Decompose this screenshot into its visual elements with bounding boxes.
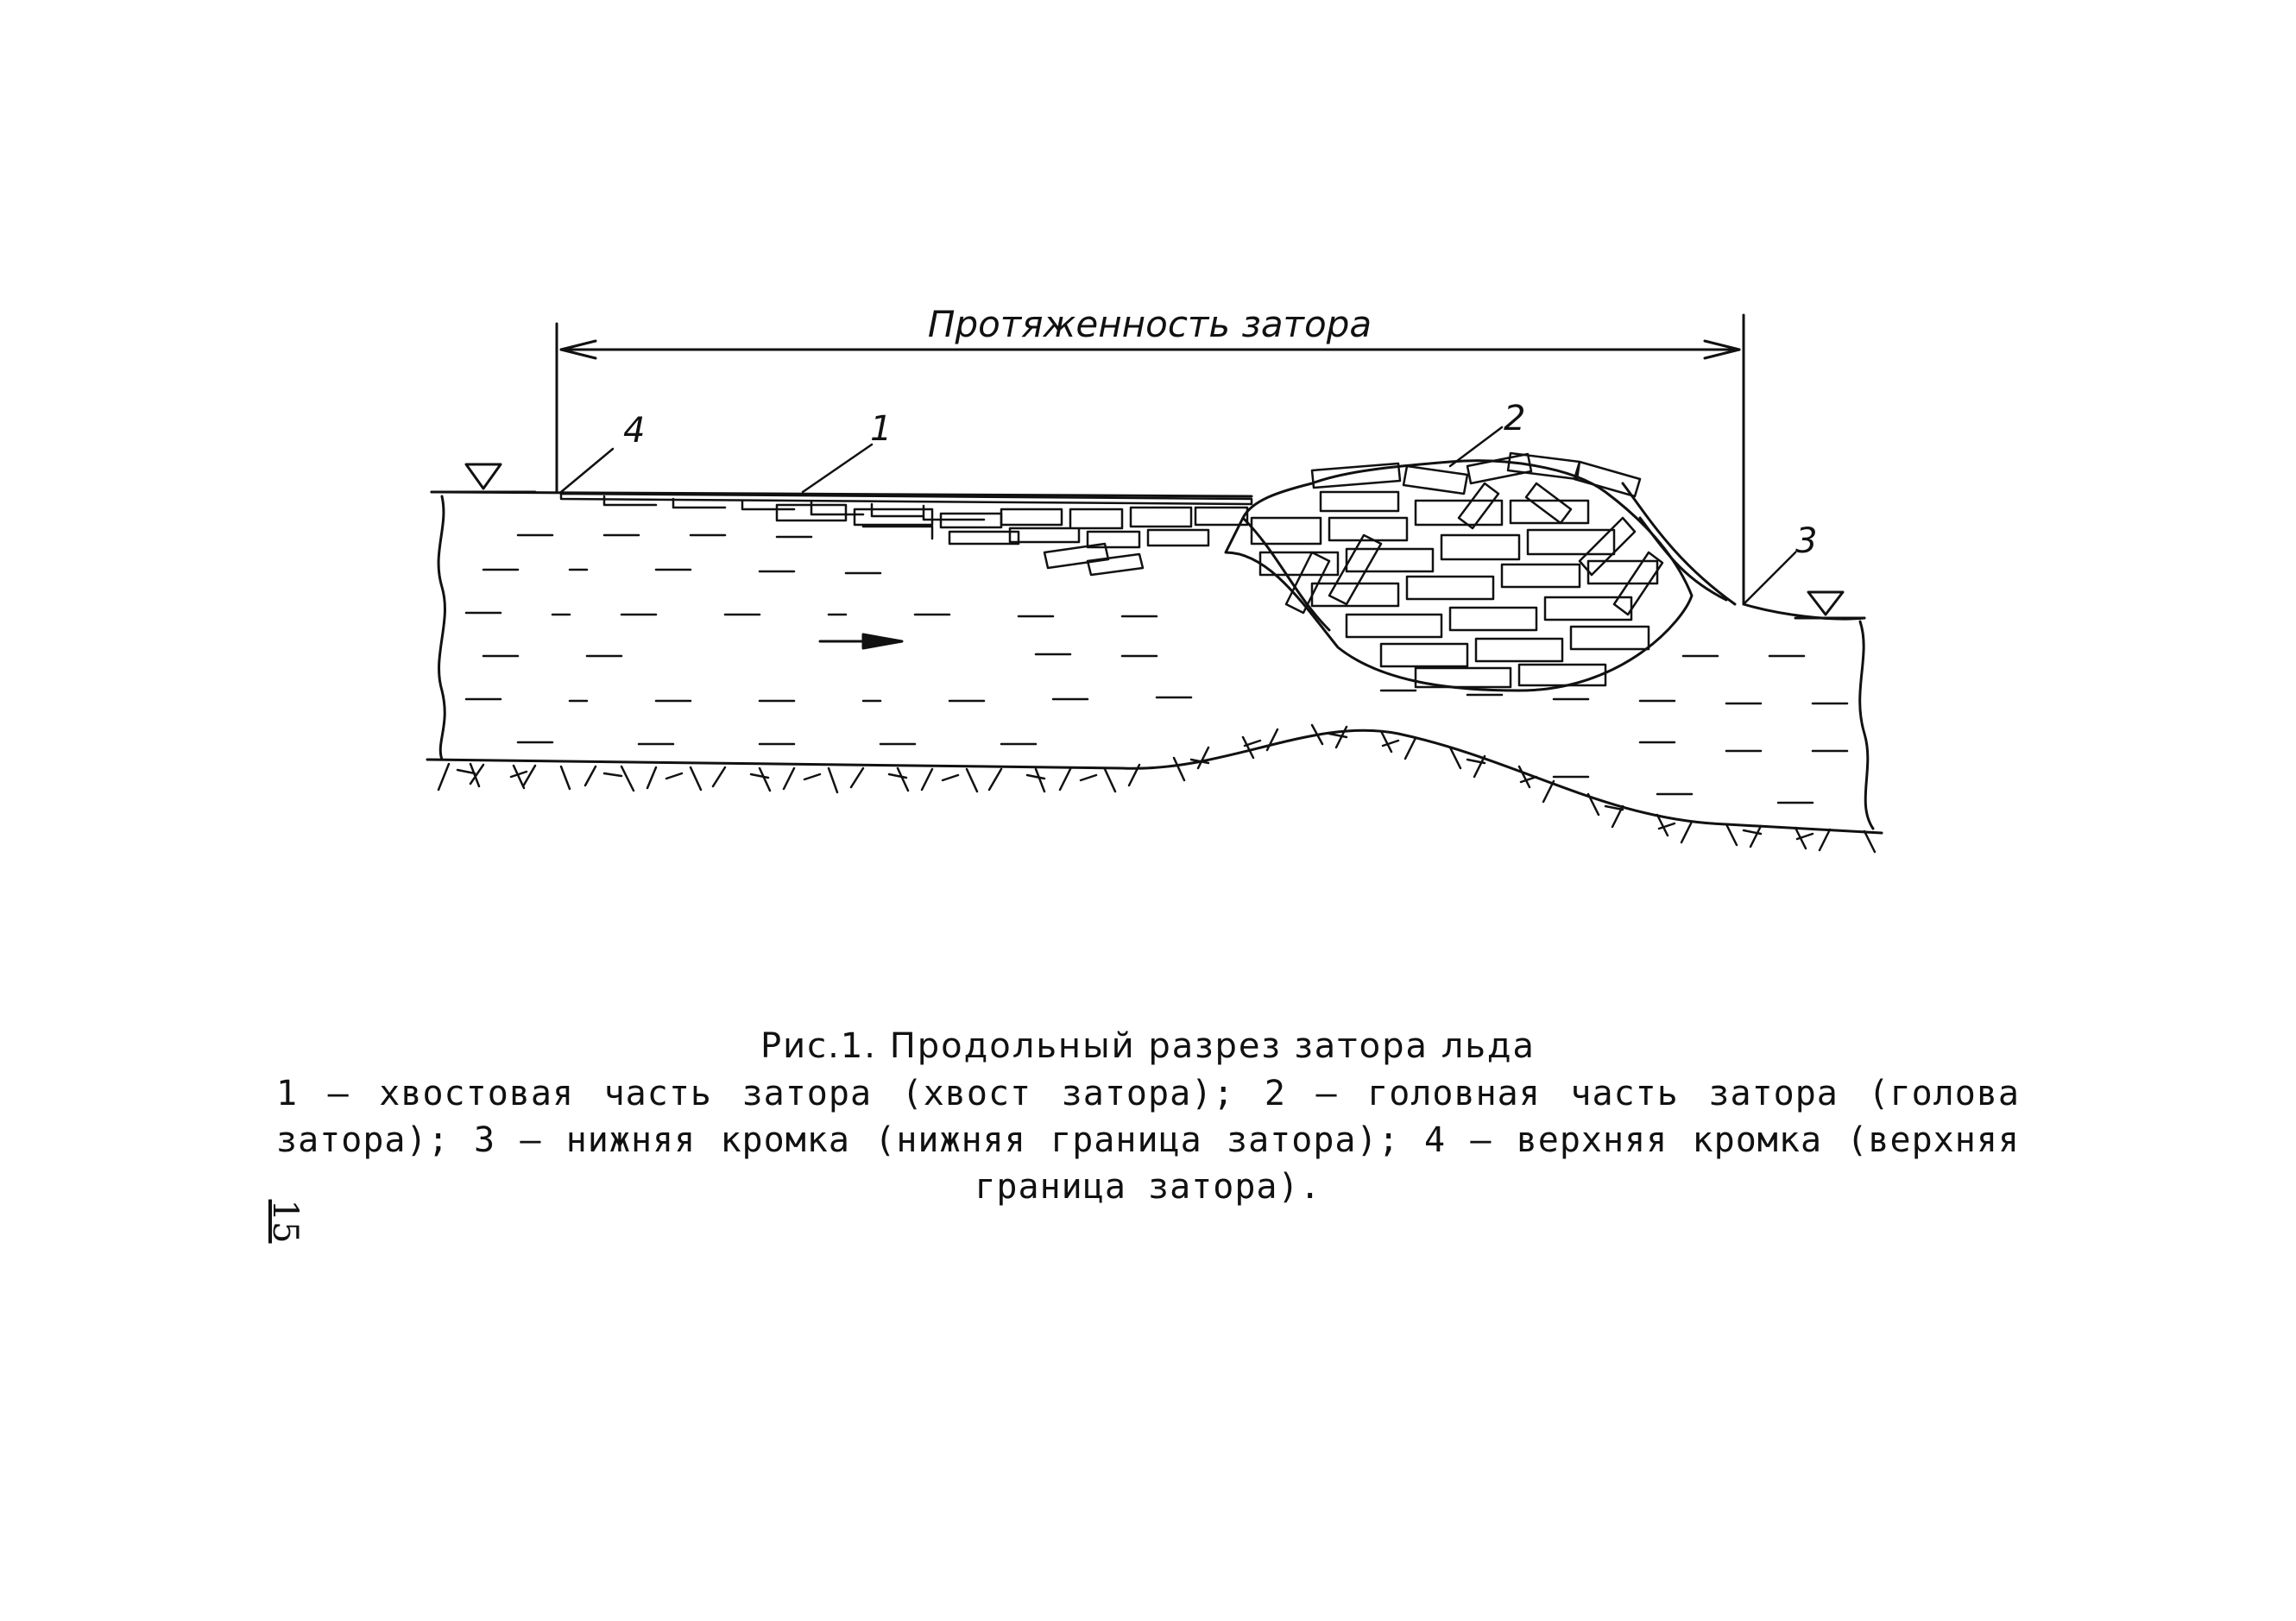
leader-1: [803, 445, 872, 492]
page-number: 15: [265, 1199, 305, 1244]
marker-label-4: 4: [623, 411, 646, 451]
figure-caption-title: Рис.1. Продольный разрез затора льда: [760, 1026, 1536, 1066]
ice-tail: [561, 494, 1252, 575]
marker-leaders: [561, 427, 1795, 604]
water-level-sign-downstream: [1795, 592, 1864, 618]
river-bed: [427, 730, 1882, 833]
marker-label-2: 2: [1504, 399, 1526, 438]
water-level-sign-upstream: [432, 464, 535, 492]
leader-4: [561, 449, 613, 492]
leader-3: [1744, 552, 1795, 604]
figure-caption-legend: 1 – хвостовая часть затора (хвост затора); 2 – головная часть затора (голова затора); 3 – нижняя кромка (нижняя граница затора); 4 – верхняя кромка (верхняя граница затора).: [276, 1074, 2020, 1207]
flow-arrow: [820, 634, 902, 648]
marker-label-1: 1: [870, 409, 893, 449]
section-break-left: [438, 496, 445, 760]
section-break-right: [1860, 621, 1873, 829]
extent-label: Протяженность затора: [927, 303, 1372, 345]
water-surface-downstream: [1744, 604, 1864, 619]
marker-label-3: 3: [1795, 521, 1818, 561]
